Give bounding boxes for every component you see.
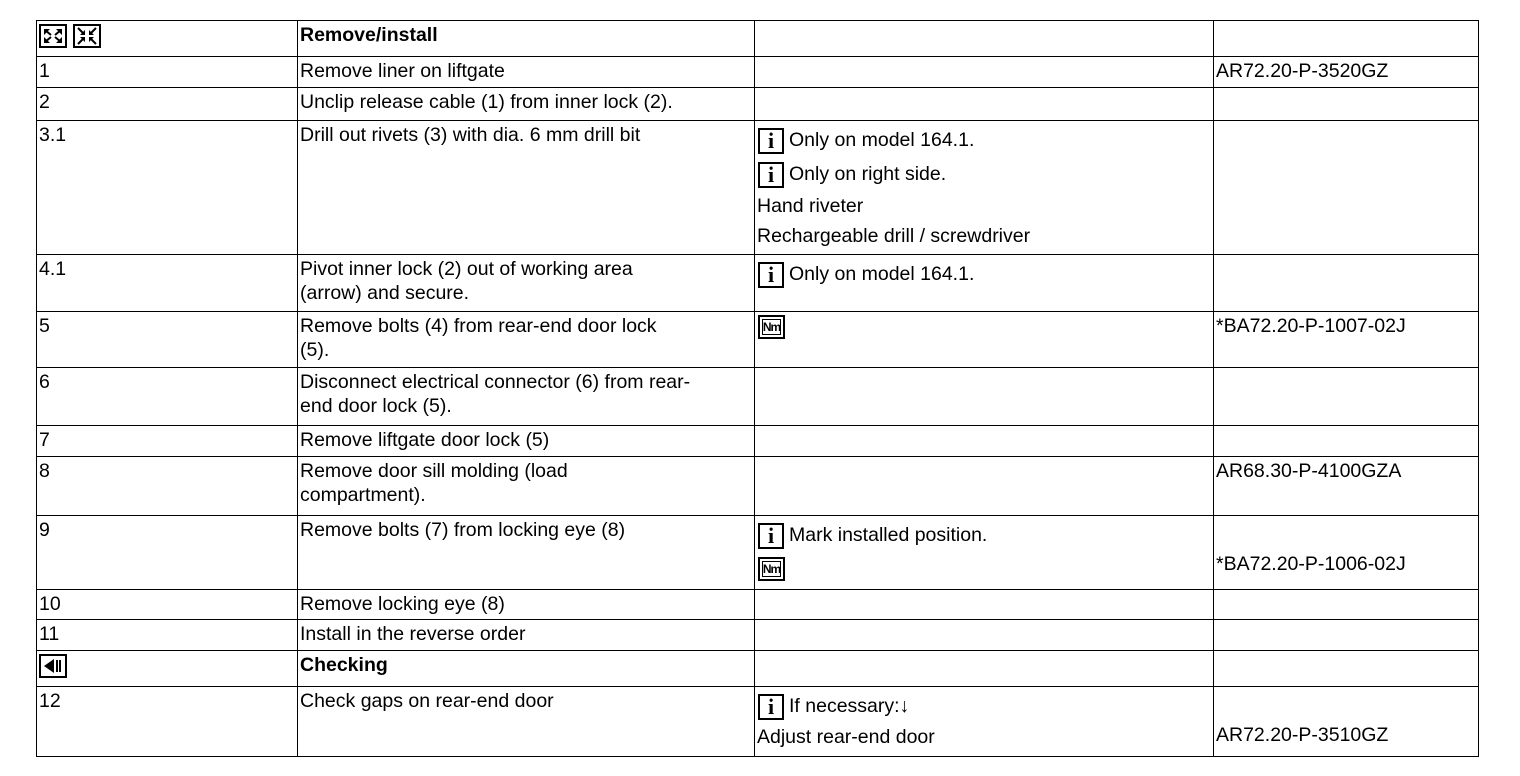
collapse-arrows-icon xyxy=(73,24,101,48)
procedure-table xyxy=(36,20,1479,757)
table-row xyxy=(37,590,1479,620)
step-number: 9 xyxy=(37,516,298,590)
step-text: Remove liner on liftgate xyxy=(298,57,755,88)
note-text: Only on model 164.1. xyxy=(789,129,975,151)
checking-row xyxy=(37,651,1479,687)
table-row xyxy=(37,312,1479,368)
action-text: Adjust rear-end door xyxy=(757,726,935,748)
notes-cell xyxy=(755,516,1214,590)
step-text: Remove door sill molding (load compartment). xyxy=(298,457,755,516)
info-icon: i xyxy=(758,162,784,188)
reference-link[interactable]: AR72.20-P-3510GZ xyxy=(1216,724,1389,746)
section-title: Remove/install xyxy=(298,21,755,57)
step-text: Remove bolts (4) from rear-end door lock (5). xyxy=(298,312,755,368)
step-text: Disconnect electrical connector (6) from rear- end door lock (5). xyxy=(298,368,755,426)
step-number: 12 xyxy=(37,687,298,757)
step-number: 2 xyxy=(37,88,298,121)
note-line xyxy=(757,520,1213,552)
step-text: Remove bolts (7) from locking eye (8) xyxy=(298,516,755,590)
step-text: Drill out rivets (3) with dia. 6 mm drill bit xyxy=(298,121,755,255)
info-icon: i xyxy=(758,128,784,154)
reference-link[interactable]: *BA72.20-P-1007-02J xyxy=(1214,312,1479,368)
step-number: 6 xyxy=(37,368,298,426)
note-text: Only on model 164.1. xyxy=(789,263,975,285)
checking-icon xyxy=(39,654,67,678)
step-number: 11 xyxy=(37,620,298,651)
note-text: Only on right side. xyxy=(789,163,947,185)
table-row xyxy=(37,121,1479,255)
down-arrow-icon: ↓ xyxy=(899,695,910,717)
tool-text: Hand riveter xyxy=(757,195,864,217)
table-row xyxy=(37,516,1479,590)
checking-icon-cell xyxy=(37,651,298,687)
header-row xyxy=(37,21,1479,57)
table-row xyxy=(37,687,1479,757)
tool-text: Rechargeable drill / screwdriver xyxy=(757,225,1031,247)
reference-link[interactable]: *BA72.20-P-1006-02J xyxy=(1216,553,1406,575)
table-row xyxy=(37,426,1479,457)
info-icon: i xyxy=(758,694,784,720)
expand-arrows-icon xyxy=(39,24,67,48)
step-text: Install in the reverse order xyxy=(298,620,755,651)
note-text: Mark installed position. xyxy=(789,524,988,546)
torque-nm-icon[interactable]: Nm xyxy=(758,557,785,581)
table-row xyxy=(37,88,1479,121)
step-number: 7 xyxy=(37,426,298,457)
note-line xyxy=(757,259,1213,291)
step-number: 1 xyxy=(37,57,298,88)
step-number: 8 xyxy=(37,457,298,516)
step-number: 3.1 xyxy=(37,121,298,255)
notes-cell xyxy=(755,312,1214,368)
step-number: 4.1 xyxy=(37,255,298,312)
reference-link[interactable]: AR72.20-P-3520GZ xyxy=(1214,57,1479,88)
note-text: If necessary: xyxy=(789,695,900,717)
notes-cell xyxy=(755,121,1214,255)
notes-cell xyxy=(755,687,1214,757)
reference-link[interactable]: AR68.30-P-4100GZA xyxy=(1214,457,1479,516)
step-text: Remove locking eye (8) xyxy=(298,590,755,620)
header-icons-cell xyxy=(37,21,298,57)
step-number: 10 xyxy=(37,590,298,620)
step-text: Check gaps on rear-end door xyxy=(298,687,755,757)
step-text: Remove liftgate door lock (5) xyxy=(298,426,755,457)
checking-title: Checking xyxy=(298,651,755,687)
table-row xyxy=(37,255,1479,312)
step-number: 5 xyxy=(37,312,298,368)
table-row xyxy=(37,57,1479,88)
step-text: Pivot inner lock (2) out of working area (arrow) and secure. xyxy=(298,255,755,312)
table-row xyxy=(37,620,1479,651)
info-icon: i xyxy=(758,523,784,549)
note-line xyxy=(757,125,1213,157)
notes-cell xyxy=(755,255,1214,312)
table-row xyxy=(37,368,1479,426)
info-icon: i xyxy=(758,262,784,288)
table-row xyxy=(37,457,1479,516)
note-line xyxy=(757,159,1213,191)
note-line xyxy=(757,691,1213,723)
torque-nm-icon[interactable]: Nm xyxy=(758,315,785,339)
step-text: Unclip release cable (1) from inner lock (2). xyxy=(298,88,755,121)
